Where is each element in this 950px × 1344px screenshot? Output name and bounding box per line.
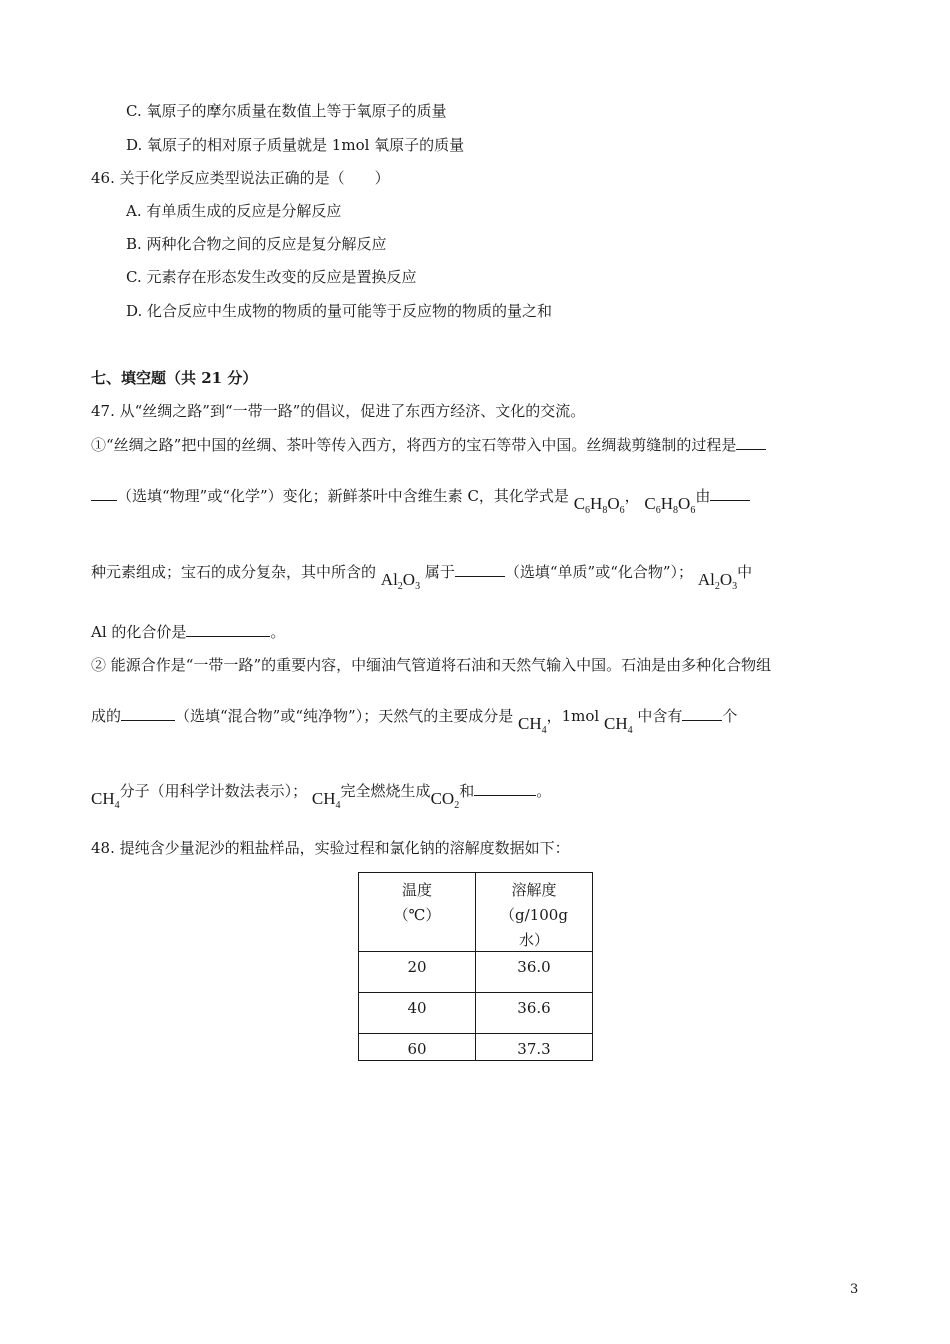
page-number: 3 (850, 1282, 859, 1297)
table-row (359, 993, 593, 1034)
text-natural-gas: （选填“混合物”或“纯净物”）；天然气的主要成分是 (175, 707, 514, 725)
q45-option-c: C. 氧原子的摩尔质量在数值上等于氧原子的质量 (126, 102, 447, 120)
q46-option-b: B. 两种化合物之间的反应是复分解反应 (126, 235, 387, 253)
table-header-row (359, 873, 593, 952)
q47-part2-line3 (91, 781, 552, 811)
table-row (359, 1034, 593, 1061)
header-temp-line1: 温度 (401, 881, 432, 899)
q47-part1-line2 (91, 486, 750, 516)
alumina-formula-2: $Al_2O_3$ (697, 570, 738, 592)
cell-solubility: 37.3 (476, 1034, 593, 1061)
q46-option-d: D. 化合反应中生成物的物质的量可能等于反应物的物质的量之和 (126, 302, 553, 320)
q48-stem: 48. 提纯含少量泥沙的粗盐样品，实验过程和氯化钠的溶解度数据如下： (91, 839, 570, 857)
text-ge: 个 (722, 707, 738, 725)
text-choose-substance: （选填“单质”或“化合物”）； (504, 563, 694, 581)
cell-temp: 60 (359, 1034, 476, 1061)
alumina-formula: $Al_2O_3$ (380, 570, 421, 592)
methane-formula-3: $CH_4$ (91, 789, 120, 811)
text-combustion: 完全燃烧生成 (340, 782, 431, 800)
header-solubility (476, 873, 593, 952)
answer-blank-2[interactable] (710, 486, 750, 501)
q47-part1-text: ①“丝绸之路”把中国的丝绸、茶叶等传入西方，将西方的宝石等带入中国。丝绸裁剪缝制的过程是 (91, 436, 737, 454)
q46-option-c: C. 元素存在形态发生改变的反应是置换反应 (126, 268, 417, 286)
answer-blank-7[interactable] (474, 781, 536, 796)
table-row (359, 952, 593, 993)
vitamin-c-formula: $C_6H_8O_6$ (573, 494, 625, 516)
q45-option-d: D. 氧原子的相对原子质量就是 1mol 氧原子的质量 (126, 136, 465, 154)
text-shuyu: 属于 (424, 563, 455, 581)
cell-temp: 20 (359, 952, 476, 993)
q47-part2-line2 (91, 706, 738, 736)
q47-part1-line3-text: 种元素组成；宝石的成分复杂，其中所含的 (91, 563, 377, 581)
text-you: 由 (695, 487, 711, 505)
q46-option-a: A. 有单质生成的反应是分解反应 (126, 202, 342, 220)
answer-blank-1[interactable] (736, 435, 766, 450)
header-sol-line2: （g/100g (500, 906, 568, 924)
text-1mol: ，1mol (546, 707, 600, 725)
q47-part1-line4-text: Al 的化合价是 (91, 623, 187, 641)
text-contains: 中含有 (637, 707, 683, 725)
period: 。 (536, 782, 552, 800)
q47-stem: 47. 从“丝绸之路”到“一带一路”的倡议，促进了东西方经济、文化的交流。 (91, 402, 586, 420)
answer-blank-4[interactable] (186, 622, 270, 637)
q47-part1-line4 (91, 622, 285, 642)
header-sol-line3: 水） (518, 931, 549, 949)
cell-solubility: 36.0 (476, 952, 593, 993)
vitamin-c-formula-2: $C_6H_8O_6$ (644, 494, 696, 516)
header-temperature (359, 873, 476, 952)
answer-blank-3[interactable] (455, 562, 505, 577)
cell-solubility: 36.6 (476, 993, 593, 1034)
methane-formula-2: $CH_4$ (604, 714, 633, 736)
q47-part1-line1 (91, 435, 766, 455)
co2-formula: $CO_2$ (430, 789, 460, 811)
solubility-table (358, 872, 593, 1061)
answer-blank-5[interactable] (121, 706, 175, 721)
text-molecules: 分子（用科学计数法表示）； (119, 782, 308, 800)
text-zhong: 中 (737, 563, 753, 581)
methane-formula: $CH_4$ (517, 714, 547, 736)
cell-temp: 40 (359, 993, 476, 1034)
period: 。 (270, 623, 286, 641)
q47-part1-line3 (91, 562, 753, 592)
text-chengde: 成的 (91, 707, 122, 725)
header-temp-line2: （℃） (393, 906, 441, 924)
q47-part2-line1: ② 能源合作是“一带一路”的重要内容，中缅油气管道将石油和天然气输入中国。石油是由多种化合物组 (91, 656, 772, 674)
section-heading: 七、填空题（共 21 分） (91, 369, 258, 387)
answer-blank-1-cont[interactable] (91, 486, 117, 501)
comma: ， (624, 487, 640, 505)
q47-part1-line2-text: （选填“物理”或“化学”）变化；新鲜茶叶中含维生素 C，其化学式是 (117, 487, 569, 505)
q46-stem: 46. 关于化学反应类型说法正确的是（ ） (91, 169, 390, 187)
header-sol-line1: 溶解度 (511, 881, 557, 899)
methane-formula-4: $CH_4$ (311, 789, 341, 811)
text-he: 和 (459, 782, 475, 800)
answer-blank-6[interactable] (682, 706, 722, 721)
